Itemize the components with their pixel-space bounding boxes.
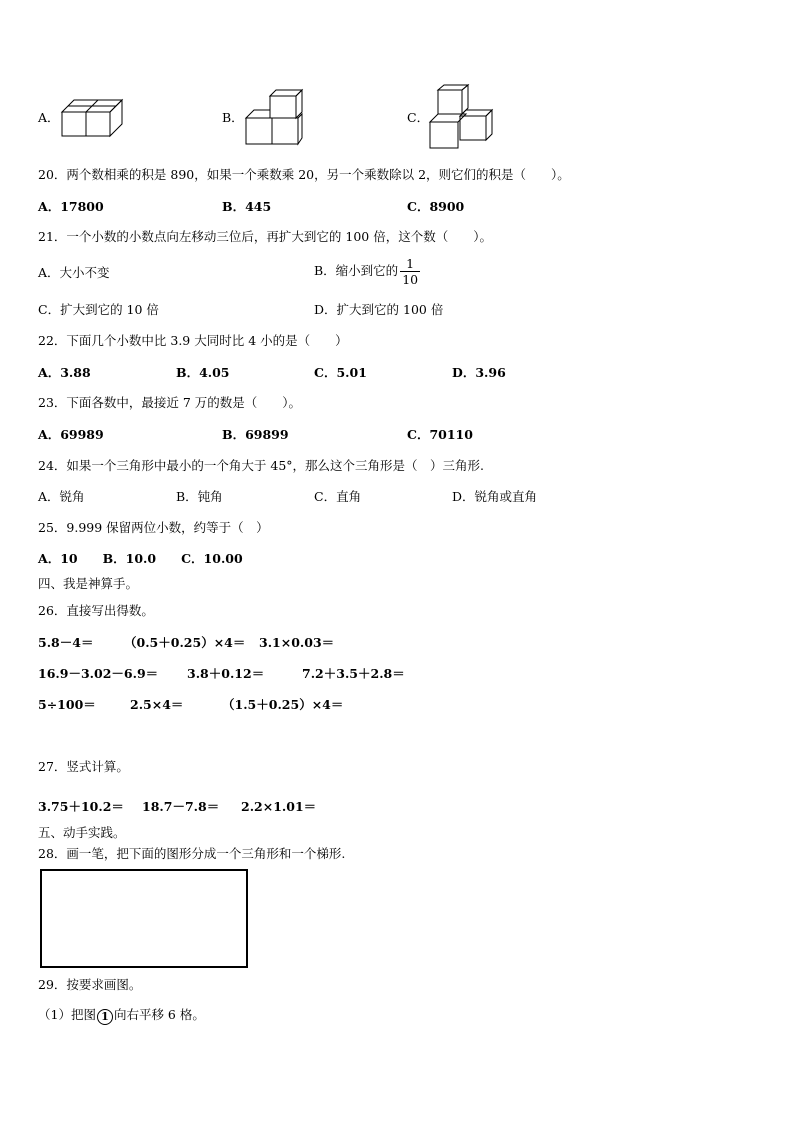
q23-option-c[interactable]: C．70110 (407, 427, 473, 442)
q21-option-c[interactable]: C．扩大到它的 10 倍 (38, 302, 159, 317)
q20-option-c[interactable]: C．8900 (407, 199, 465, 214)
q20-option-a[interactable]: A．17800 (38, 199, 104, 214)
q27-expr-2: 18.7－7.8＝ (142, 799, 220, 814)
q29-sub1-suffix: 向右平移 6 格。 (113, 1007, 205, 1022)
q26-expr-2-3: 7.2＋3.5＋2.8＝ (302, 666, 405, 681)
q26-expr-3-1: 5÷100＝ (38, 697, 96, 712)
q26-expr-1-1: 5.8－4＝ (38, 635, 94, 650)
fraction-numerator: 1 (400, 256, 420, 272)
q26-expr-3-3: （1.5＋0.25）×4＝ (222, 697, 344, 712)
q24-option-c[interactable]: C．直角 (314, 489, 362, 504)
q29-sub1 (38, 1007, 205, 1025)
q20-stem: 20．两个数相乘的积是 890，如果一个乘数乘 20，另一个乘数除以 2，则它们的积是（ ）。 (38, 167, 570, 182)
q19-figure-a-cubes (60, 96, 130, 140)
q21-option-b-label: B．缩小到它的 (314, 263, 399, 278)
q20-option-b[interactable]: B．445 (222, 199, 272, 214)
q21-option-a[interactable]: A．大小不变 (38, 265, 110, 280)
q26-stem: 26．直接写出得数。 (38, 603, 154, 618)
q27-expr-3: 2.2×1.01＝ (241, 799, 317, 814)
q26-expr-1-2: （0.5＋0.25）×4＝ (124, 635, 246, 650)
q22-option-a[interactable]: A．3.88 (38, 365, 91, 380)
q23-option-a[interactable]: A．69989 (38, 427, 104, 442)
q24-option-b[interactable]: B．钝角 (176, 489, 223, 504)
q28-rectangle-figure[interactable] (40, 869, 248, 968)
q23-option-b[interactable]: B．69899 (222, 427, 289, 442)
q22-option-d[interactable]: D．3.96 (452, 365, 506, 380)
q19-figure-c-cubes (428, 84, 498, 150)
q26-expr-2-1: 16.9－3.02－6.9＝ (38, 666, 159, 681)
q27-expr-1: 3.75＋10.2＝ (38, 799, 124, 814)
q27-stem: 27．竖式计算。 (38, 759, 129, 774)
q19-option-c-label: C． (407, 110, 430, 125)
q22-stem: 22．下面几个小数中比 3.9 大同时比 4 小的是（ ） (38, 333, 348, 348)
q29-sub1-prefix: （1）把图 (38, 1007, 96, 1022)
circled-number-one: 1 (97, 1009, 113, 1025)
q25-stem: 25．9.999 保留两位小数，约等于（ ） (38, 520, 269, 535)
q22-option-c[interactable]: C．5.01 (314, 365, 367, 380)
q21-option-d[interactable]: D．扩大到它的 100 倍 (314, 302, 444, 317)
q26-expr-3-2: 2.5×4＝ (130, 697, 184, 712)
q21-stem: 21．一个小数的小数点向左移动三位后，再扩大到它的 100 倍，这个数（ ）。 (38, 229, 492, 244)
q21-option-b[interactable] (314, 256, 420, 287)
section-5-heading: 五、动手实践。 (38, 825, 126, 840)
q26-expr-1-3: 3.1×0.03＝ (259, 635, 335, 650)
q19-option-a-label: A． (38, 110, 60, 125)
q19-figure-b-cubes (244, 88, 308, 146)
q28-stem: 28．画一笔，把下面的图形分成一个三角形和一个梯形. (38, 846, 346, 861)
q19-option-b-label: B． (222, 110, 244, 125)
q22-option-b[interactable]: B．4.05 (176, 365, 230, 380)
q24-option-a[interactable]: A．锐角 (38, 489, 85, 504)
fraction-one-tenth (400, 256, 420, 287)
q26-expr-2-2: 3.8＋0.12＝ (187, 666, 265, 681)
q25-options[interactable]: A．10 B．10.0 C．10.00 (38, 551, 243, 566)
q29-stem: 29．按要求画图。 (38, 977, 142, 992)
q24-stem: 24．如果一个三角形中最小的一个角大于 45°，那么这个三角形是（ ）三角形. (38, 458, 485, 473)
q24-option-d[interactable]: D．锐角或直角 (452, 489, 538, 504)
fraction-denominator: 10 (402, 272, 419, 287)
q23-stem: 23．下面各数中，最接近 7 万的数是（ ）。 (38, 395, 302, 410)
section-4-heading: 四、我是神算手。 (38, 576, 139, 591)
